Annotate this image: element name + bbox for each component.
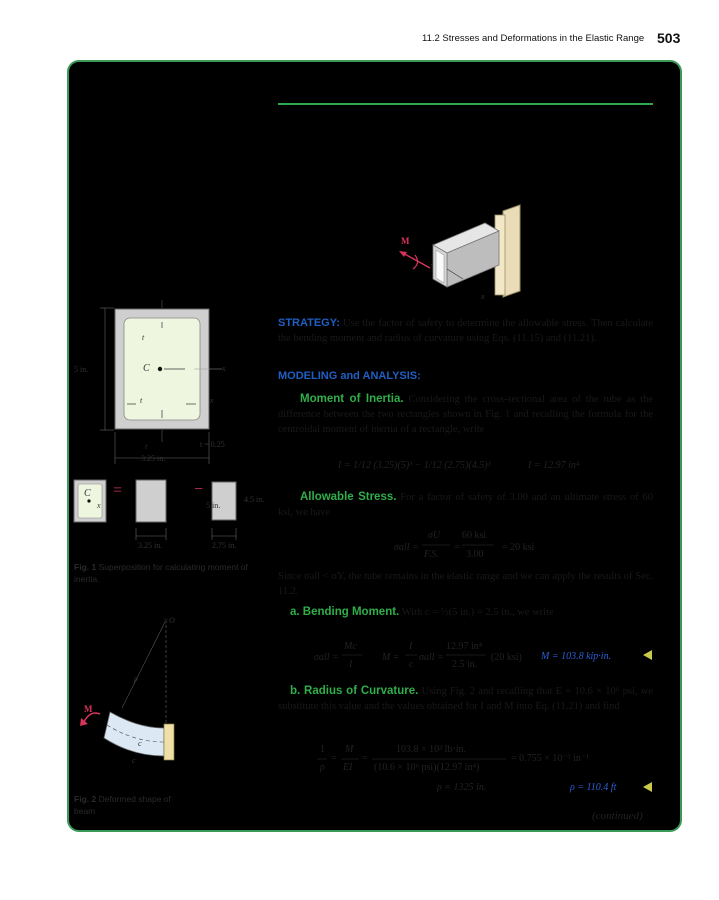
bend-frac2-line [405, 654, 419, 656]
t-label-left: t [140, 396, 143, 405]
bend-eq1-num: Mc [344, 641, 357, 652]
curv-big-num: 103.8 × 10³ lb·in. [396, 744, 467, 755]
moment-inertia-paragraph [278, 392, 653, 437]
axis-x-right2: x [210, 396, 214, 405]
bending-text: With c = ½(5 in.) = 2.5 in., we write [401, 607, 554, 618]
green-divider [278, 103, 653, 105]
superposition-figure [72, 476, 272, 556]
strategy-paragraph [278, 316, 653, 346]
moment-inertia-title: Moment of Inertia. [300, 393, 404, 405]
bend-eq1-lhs: σall = [314, 652, 339, 663]
allow-frac1-num: σU [428, 530, 441, 541]
t-label-bottom: t [145, 442, 148, 451]
equals-sign: = [113, 482, 123, 499]
curv-lhs-num: 1 [320, 744, 325, 755]
moment-inertia-text: Considering the cross-sectional area of the tube as the difference between the two rectangles shown in Fig. 1 and recalling the formula for the centroidal moment of inertia of a rectangle, write [278, 394, 653, 435]
curv-result: = 0.755 × 10⁻³ in⁻¹ [511, 753, 590, 764]
beam-c2: c [132, 756, 136, 765]
inertia-equation: I = 1/12 (3.25)(5)³ − 1/12 (2.75)(4.5)³ [338, 460, 491, 471]
curvature-text: Using Fig. 2 and recalling that E = 10.6 × 10⁶ psi, we substitute this value and the values obtained for I and M into Eq. (11.21) and find [278, 686, 653, 712]
bending-title: a. Bending Moment. [290, 606, 400, 618]
rho-label: ρ [134, 674, 138, 683]
section-title: 11.2 Stresses and Deformations in the Elastic Range [422, 33, 645, 44]
fig2-caption [74, 793, 174, 817]
allow-frac1-den: F.S. [424, 549, 439, 560]
curv-frac3-line [372, 758, 510, 760]
allowable-text: For a factor of safety of 3.00 and an ultimate stress of 60 ksi, we have [278, 492, 653, 518]
t-label-top: t [142, 333, 145, 342]
moment-label-top: M [401, 236, 410, 246]
bend-eq1-den: I [349, 659, 353, 670]
since-paragraph: Since σall < σY, the tube remains in the elastic range and we can apply the results of Sec. 11.2. [278, 571, 653, 597]
allow-eq-equals: = [454, 542, 460, 553]
frac2-line [462, 544, 498, 546]
running-header [0, 30, 719, 50]
curv-frac1-line [317, 758, 329, 760]
bend-eq3-tail: (20 ksi) [491, 652, 522, 663]
curv-eq2: = [362, 753, 368, 764]
dim-45in: 4.5 in. [244, 495, 265, 504]
allow-eq-lhs: σall = [394, 542, 419, 553]
bending-paragraph [278, 605, 653, 620]
super-x-label: x [97, 501, 101, 510]
curvature-title: b. Radius of Curvature. [290, 685, 419, 697]
axis-x-right: x [222, 364, 226, 373]
page-number: 503 [657, 30, 681, 46]
curvature-answer-marker [643, 782, 652, 792]
bending-answer-marker [643, 650, 652, 660]
bending-answer: M = 103.8 kip·in. [541, 651, 612, 662]
O-label: O [169, 616, 175, 625]
bend-eq2-lhs: M = [382, 652, 400, 663]
curvature-paragraph [278, 684, 653, 714]
axis-x-top: x [481, 292, 485, 301]
allow-frac2-num: 60 ksi [462, 530, 487, 541]
bend-frac1-line [342, 654, 364, 656]
height-dim: 5 in. [74, 365, 89, 374]
width-dim: 3.25 in. [141, 454, 166, 463]
bend-eq3-num: 12.97 in⁴ [446, 641, 483, 652]
fig1-number: Fig. 1 [74, 562, 97, 572]
curv-mid-num: M [345, 744, 354, 755]
modeling-title: MODELING and ANALYSIS: [278, 370, 421, 382]
beam-c1: c [138, 739, 142, 748]
allow-eq-result: = 20 ksi [502, 542, 535, 553]
fig1-caption [74, 561, 264, 585]
strategy-title: STRATEGY: [278, 317, 340, 329]
fig1-text: Superposition for calculating moment of inertia. [74, 562, 248, 584]
allowable-title: Allowable Stress. [300, 491, 397, 503]
bend-eq3-den: 2.5 in. [452, 659, 478, 670]
curv-mid-den: EI [343, 762, 353, 773]
curv-rho-line: ρ = 1325 in. [437, 782, 487, 793]
beam-figure [70, 600, 260, 770]
minus-sign: − [194, 481, 204, 498]
inertia-result: I = 12.97 in⁴ [528, 460, 580, 471]
super-c-label: C [84, 488, 91, 499]
strategy-text: Use the factor of safety to determine the allowable stress. Then calculate the bending moment and radius of curvature using Eqs. (11.15) and (11.21). [278, 318, 653, 344]
dim-275in: 2.75 in. [212, 541, 237, 550]
curv-eq1: = [331, 753, 337, 764]
beam-M-label: M [84, 704, 93, 714]
allow-frac2-den: 3.00 [466, 549, 484, 560]
curvature-answer: ρ = 110.4 ft [570, 782, 617, 793]
frac1-line [422, 544, 452, 546]
curv-lhs-den: ρ [320, 762, 325, 773]
tube-figure [395, 205, 535, 305]
continued-note: (continued) [592, 810, 643, 822]
bend-eq2-num: I [409, 641, 413, 652]
fig2-number: Fig. 2 [74, 794, 97, 804]
bend-eq2-mid: σall = [419, 652, 444, 663]
t-value: t = 0.25 [200, 440, 225, 449]
allowable-paragraph [278, 490, 653, 520]
bend-frac3-line [446, 654, 488, 656]
dim-5in: 5 in. [206, 501, 221, 510]
curv-big-den: (10.6 × 10⁶ psi)(12.97 in⁴) [374, 762, 480, 773]
bend-eq2-den: c [409, 659, 414, 670]
centroid-label: C [143, 363, 150, 374]
curv-frac2-line [341, 758, 361, 760]
dim-325in: 3.25 in. [138, 541, 163, 550]
fig2-text: Deformed shape of beam [74, 794, 171, 816]
